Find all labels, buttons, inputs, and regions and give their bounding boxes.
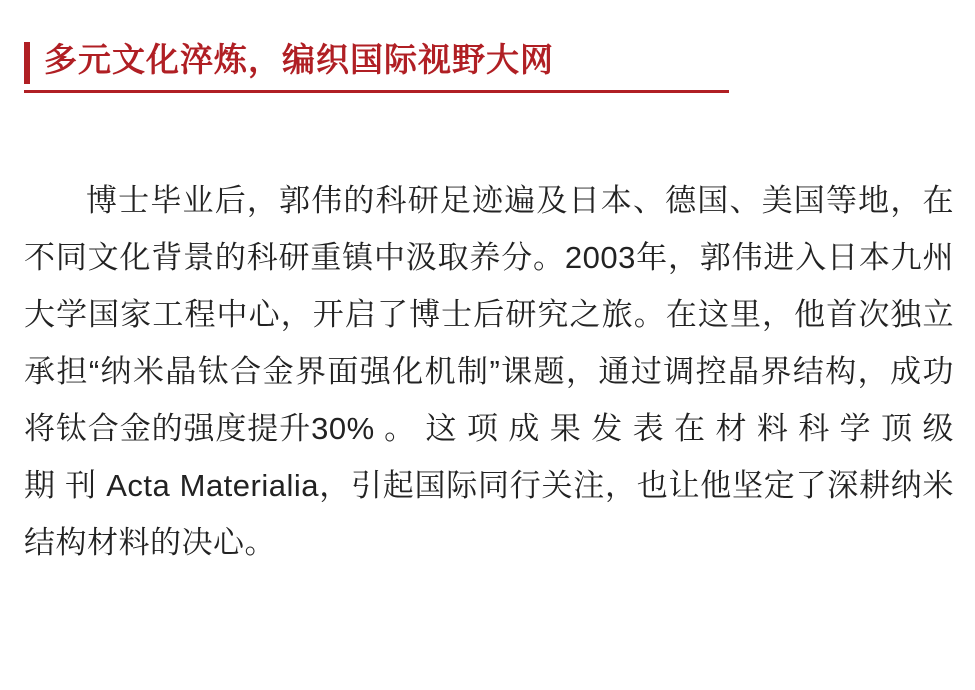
page-title: 多元文化淬炼，编织国际视野大网 bbox=[44, 41, 554, 78]
article-body bbox=[24, 172, 954, 571]
section-heading bbox=[0, 24, 975, 96]
heading-underline-rule bbox=[24, 90, 729, 93]
body-paragraph: 博士毕业后，郭伟的科研足迹遍及日本、德国、美国等地，在不同文化背景的科研重镇中汲取养分。2003年，郭伟进入日本九州大学国家工程中心，开启了博士后研究之旅。在这里，他首次独立承担“纳米晶钛合金界面强化机制”课题，通过调控晶界结构，成功将钛合金的强度提升30% 。 这 项 成 果 发 表 在 材 料 科 学 顶 级 期 刊 Acta Materialia，引起国际同行关注，也让他坚定了深耕纳米结构材料的决心。 bbox=[24, 183, 954, 560]
heading-accent-bar bbox=[24, 42, 30, 84]
